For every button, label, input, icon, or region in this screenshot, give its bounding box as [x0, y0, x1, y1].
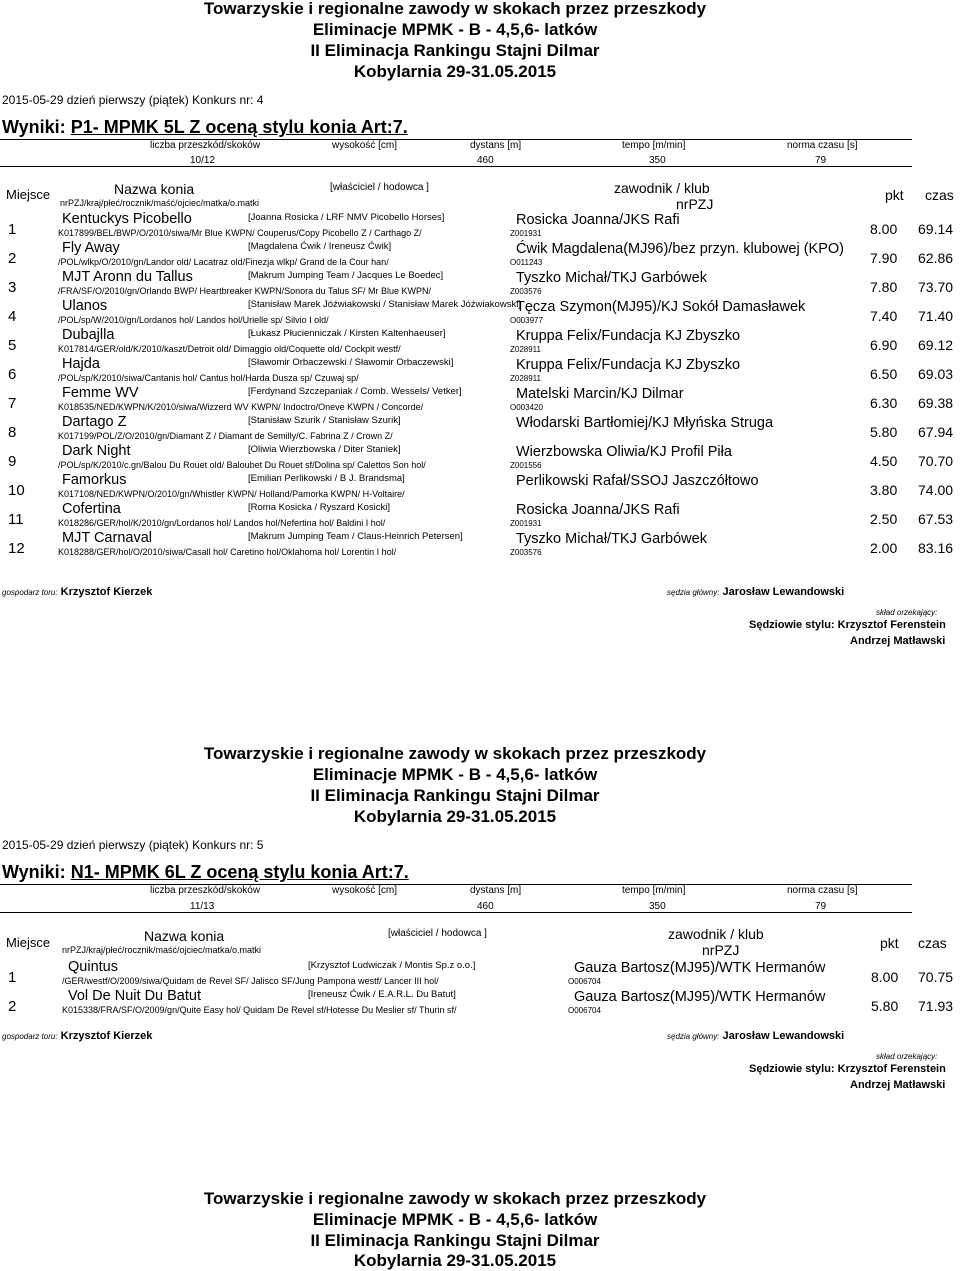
event-ranking: II Eliminacja Rankingu Stajni Dilmar	[310, 41, 600, 60]
owner-breeder: [Sławomir Orbaczewski / Sławomir Orbaczewski]	[248, 357, 454, 368]
event-title: Towarzyskie i regionalne zawody w skokach przez przeszkody	[203, 744, 707, 763]
score-time: 62.86	[918, 250, 954, 266]
jury-label: skład orzekający:	[876, 1052, 938, 1061]
horse-pedigree: /POL/sp/K/2010/siwa/Cantanis hol/ Cantus hol/Harda Dusza sp/ Czuwaj sp/	[58, 373, 359, 383]
owner-breeder: [Stanisław Szurik / Stanisław Szurik]	[248, 415, 401, 426]
place-number: 9	[8, 453, 17, 470]
score-time: 70.70	[918, 453, 954, 469]
col-nrpzj: nrPZJ	[676, 196, 714, 212]
horse-pedigree: K017108/NED/KWPN/O/2010/gn/Whistler KWPN/ Holland/Pamorka KWPN/ H-Voltaire/	[58, 489, 405, 499]
horse-pedigree: K018288/GER/hol/O/2010/siwa/Casall hol/ Caretino hol/Oklahoma hol/ Lorentin I hol/	[58, 547, 397, 557]
owner-breeder: [Makrum Jumping Team / Jacques Le Boedec]	[248, 270, 444, 281]
score-points: 3.80	[870, 482, 898, 498]
event-title: Towarzyskie i regionalne zawody w skokach przez przeszkody	[203, 0, 707, 18]
score-time: 73.70	[918, 279, 954, 295]
owner-breeder: [Magdalena Ćwik / Ireneusz Ćwik]	[248, 241, 392, 252]
event-ranking: II Eliminacja Rankingu Stajni Dilmar	[310, 1231, 600, 1250]
param-header-time: norma czasu [s]	[787, 885, 858, 896]
horse-pedigree: K018535/NED/KWPN/K/2010/siwa/Wizzerd WV KWPN/ Indoctro/Oneve KWPN / Concorde/	[58, 402, 424, 412]
score-time: 83.16	[918, 540, 954, 556]
col-pedigree: nrPZJ/kraj/płeć/rocznik/maść/ojciec/matka/o.matki	[62, 945, 262, 955]
param-tempo: 350	[649, 155, 666, 166]
rider-nrpzj: O011243	[510, 258, 543, 267]
style-judge-2: Andrzej Matławski	[850, 635, 946, 647]
horse-name: Vol De Nuit Du Batut	[68, 988, 201, 1004]
score-points: 8.00	[871, 969, 899, 985]
place-number: 1	[8, 969, 17, 986]
rider-club: Rosicka Joanna/JKS Rafi	[516, 212, 680, 228]
param-header-height: wysokość [cm]	[332, 885, 398, 896]
col-pkt: pkt	[880, 935, 899, 951]
place-number: 4	[8, 308, 17, 325]
rider-nrpzj: Z001931	[510, 519, 542, 528]
place-number: 11	[8, 511, 24, 528]
horse-name: Ulanos	[62, 298, 108, 314]
param-header-height: wysokość [cm]	[332, 140, 398, 151]
style-judges: Sędziowie stylu: Krzysztof Ferenstein	[749, 1063, 946, 1075]
competition-date: 2015-05-29 dzień pierwszy (piątek) Konkurs nr: 4	[2, 93, 264, 107]
rider-nrpzj: O003420	[510, 403, 543, 412]
score-time: 71.40	[918, 308, 954, 324]
rider-club: Gauza Bartosz(MJ95)/WTK Hermanów	[574, 989, 826, 1005]
col-place: Miejsce	[6, 935, 51, 950]
score-time: 69.38	[918, 395, 954, 411]
horse-name: Dartago Z	[62, 414, 127, 430]
param-header-obstacles: liczba przeszkód/skoków	[150, 885, 261, 896]
param-obstacles: 10/12	[190, 155, 216, 166]
rider-club: Włodarski Bartłomiej/KJ Młyńska Struga	[516, 415, 774, 431]
owner-breeder: [Makrum Jumping Team / Claus-Heinrich Petersen]	[248, 531, 463, 542]
horse-pedigree: K017899/BEL/BWP/O/2010/siwa/Mr Blue KWPN/ Couperus/Copy Picobello Z / Carthago Z/	[58, 228, 422, 238]
rider-club: Gauza Bartosz(MJ95)/WTK Hermanów	[574, 960, 826, 976]
horse-pedigree: K018286/GER/hol/K/2010/gn/Lordanos hol/ Landos hol/Nefertina hol/ Baldini I hol/	[58, 518, 386, 528]
horse-name: Femme WV	[62, 385, 139, 401]
param-header-obstacles: liczba przeszkód/skoków	[150, 140, 261, 151]
score-time: 67.53	[918, 511, 954, 527]
rider-club: Kruppa Felix/Fundacja KJ Zbyszko	[516, 328, 741, 344]
col-rider: zawodnik / klub	[668, 926, 764, 942]
param-header-time: norma czasu [s]	[787, 140, 858, 151]
owner-breeder: [Ireneusz Ćwik / E.A.R.L. Du Batut]	[308, 989, 456, 1000]
param-obstacles: 11/13	[190, 901, 215, 912]
score-points: 5.80	[870, 424, 898, 440]
rider-nrpzj: Z028911	[510, 374, 541, 383]
param-header-tempo: tempo [m/min]	[622, 885, 686, 896]
place-number: 8	[8, 424, 17, 441]
owner-breeder: [Łukasz Płucienniczak / Kirsten Kaltenhaeuser]	[248, 328, 446, 339]
horse-pedigree: /POL/wlkp/O/2010/gn/Landor old/ Lacatraz old/Finezja wlkp/ Grand de la Cour han/	[58, 257, 389, 267]
col-owner: [właściciel / hodowca ]	[330, 182, 429, 193]
owner-breeder: [Ferdynand Szczepaniak / Comb. Wessels/ Vetker]	[248, 386, 462, 397]
competition-date: 2015-05-29 dzień pierwszy (piątek) Konkurs nr: 5	[2, 838, 264, 852]
score-points: 7.90	[870, 250, 898, 266]
col-horse: Nazwa konia	[114, 181, 195, 197]
rider-club: Matelski Marcin/KJ Dilmar	[516, 386, 684, 402]
rider-club: Tyszko Michał/TKJ Garbówek	[516, 270, 707, 286]
col-horse: Nazwa konia	[144, 928, 225, 944]
score-points: 7.40	[870, 308, 898, 324]
score-points: 7.80	[870, 279, 898, 295]
score-time: 74.00	[918, 482, 954, 498]
score-time: 67.94	[918, 424, 954, 440]
param-distance: 460	[477, 155, 494, 166]
place-number: 10	[8, 482, 25, 499]
score-points: 6.90	[870, 337, 898, 353]
horse-pedigree: K017814/GER/old/K/2010/kaszt/Detroit old/ Dimaggio old/Coquette old/ Cockpit westf/	[58, 344, 401, 354]
rider-club: Tęcza Szymon(MJ95)/KJ Sokół Damasławek	[516, 299, 806, 315]
owner-breeder: [Roma Kosicka / Ryszard Kosicki]	[248, 502, 391, 513]
param-header-tempo: tempo [m/min]	[622, 140, 686, 151]
event-ranking: II Eliminacja Rankingu Stajni Dilmar	[310, 786, 600, 805]
owner-breeder: [Joanna Rosicka / LRF NMV Picobello Horses]	[248, 212, 445, 223]
score-points: 2.00	[870, 540, 898, 556]
param-time: 79	[815, 155, 827, 166]
col-rider: zawodnik / klub	[614, 180, 710, 196]
horse-pedigree: K015338/FRA/SF/O/2009/gn/Quite Easy hol/ Quidam De Revel sf/Hotesse Du Meslier sf/ Thurin sf/	[62, 1005, 457, 1015]
rider-nrpzj: Z003576	[510, 287, 542, 296]
score-points: 6.50	[870, 366, 898, 382]
event-location-date: Kobylarnia 29-31.05.2015	[353, 1251, 557, 1270]
place-number: 3	[8, 279, 17, 296]
rider-nrpzj: Z028911	[510, 345, 541, 354]
owner-breeder: [Krzysztof Ludwiczak / Montis Sp.z o.o.]	[308, 960, 476, 971]
score-time: 69.14	[918, 221, 954, 237]
score-points: 6.30	[870, 395, 898, 411]
event-subtitle: Eliminacje MPMK - B - 4,5,6- latków	[312, 20, 598, 39]
owner-breeder: [Emilian Perlikowski / B J. Brandsma]	[248, 473, 405, 484]
col-pkt: pkt	[885, 187, 904, 203]
horse-name: Dark Night	[62, 443, 131, 459]
place-number: 2	[8, 250, 17, 267]
horse-name: Cofertina	[62, 501, 121, 517]
col-nrpzj: nrPZJ	[702, 942, 740, 958]
col-czas: czas	[918, 935, 947, 951]
score-points: 8.00	[870, 221, 898, 237]
style-judge-2: Andrzej Matławski	[850, 1079, 946, 1091]
horse-pedigree: /FRA/SF/O/2010/gn/Orlando BWP/ Heartbreaker KWPN/Sonora du Talus SF/ Mr Blue KWPN/	[58, 286, 431, 296]
rider-club: Ćwik Magdalena(MJ96)/bez przyn. klubowej (KPO)	[516, 241, 844, 257]
horse-name: Famorkus	[62, 472, 127, 488]
horse-name: MJT Aronn du Tallus	[62, 269, 193, 285]
horse-pedigree: /GER/westf/O/2009/siwa/Quidam de Revel SF/ Jalisco SF/Jung Pampona westf/ Lancer III hol/	[62, 976, 439, 986]
course-designer: gospodarz toru: Krzysztof Kierzek	[2, 586, 153, 598]
place-number: 5	[8, 337, 17, 354]
chief-judge: sędzia główny: Jarosław Lewandowski	[667, 1030, 845, 1042]
score-points: 2.50	[870, 511, 898, 527]
rider-nrpzj: O006704	[568, 977, 601, 986]
horse-pedigree: K017199/POL/Z/O/2010/gn/Diamant Z / Diamant de Semilly/C. Fabrina Z / Crown Z/	[58, 431, 393, 441]
place-number: 6	[8, 366, 17, 383]
horse-name: Kentuckys Picobello	[62, 211, 192, 227]
score-time: 69.12	[918, 337, 954, 353]
score-points: 4.50	[870, 453, 898, 469]
event-location-date: Kobylarnia 29-31.05.2015	[353, 807, 557, 826]
place-number: 7	[8, 395, 17, 412]
competition-title: Wyniki: P1- MPMK 5L Z oceną stylu konia Art:7.	[2, 117, 408, 137]
param-time: 79	[815, 901, 827, 912]
score-time: 71.93	[918, 998, 954, 1014]
chief-judge: sędzia główny: Jarosław Lewandowski	[667, 586, 845, 598]
place-number: 2	[8, 998, 17, 1015]
col-czas: czas	[925, 187, 954, 203]
rider-club: Kruppa Felix/Fundacja KJ Zbyszko	[516, 357, 741, 373]
col-owner: [właściciel / hodowca ]	[388, 928, 487, 939]
horse-pedigree: /POL/sp/K/2010/c.gn/Balou Du Rouet old/ Baloubet Du Rouet sf/Dolina sp/ Calettos Son hol/	[58, 460, 426, 470]
rider-nrpzj: O003977	[510, 316, 543, 325]
horse-name: Fly Away	[62, 240, 120, 256]
horse-name: Hajda	[62, 356, 100, 372]
horse-name: MJT Carnaval	[62, 530, 152, 546]
event-title: Towarzyskie i regionalne zawody w skokach przez przeszkody	[203, 1189, 707, 1208]
param-distance: 460	[477, 901, 494, 912]
event-location-date: Kobylarnia 29-31.05.2015	[353, 62, 557, 81]
course-designer: gospodarz toru: Krzysztof Kierzek	[2, 1030, 153, 1042]
jury-label: skład orzekający:	[876, 608, 938, 617]
horse-pedigree: /POL/sp/W/2010/gn/Lordanos hol/ Landos hol/Urielle sp/ Silvio I old/	[58, 315, 329, 325]
rider-nrpzj: Z001931	[510, 229, 542, 238]
score-time: 70.75	[918, 969, 954, 985]
col-pedigree: nrPZJ/kraj/płeć/rocznik/maść/ojciec/matka/o.matki	[60, 198, 260, 208]
rider-club: Perlikowski Rafał/SSOJ Jaszczółtowo	[516, 473, 759, 489]
rider-club: Wierzbowska Oliwia/KJ Profil Piła	[516, 444, 732, 460]
param-header-distance: dystans [m]	[470, 140, 522, 151]
place-number: 1	[8, 221, 17, 238]
horse-name: Quintus	[68, 959, 118, 975]
style-judges: Sędziowie stylu: Krzysztof Ferenstein	[749, 619, 946, 631]
param-header-distance: dystans [m]	[470, 885, 522, 896]
score-points: 5.80	[871, 998, 899, 1014]
col-place: Miejsce	[6, 187, 51, 202]
rider-club: Rosicka Joanna/JKS Rafi	[516, 502, 680, 518]
rider-nrpzj: Z003576	[510, 548, 542, 557]
competition-title: Wyniki: N1- MPMK 6L Z oceną stylu konia Art:7.	[2, 862, 409, 882]
param-tempo: 350	[649, 901, 666, 912]
rider-club: Tyszko Michał/TKJ Garbówek	[516, 531, 707, 547]
score-time: 69.03	[918, 366, 954, 382]
owner-breeder: [Stanisław Marek Jóźwiakowski / Stanisław Marek Jóźwiakowski]	[248, 299, 521, 310]
horse-name: Dubajlla	[62, 327, 115, 343]
rider-nrpzj: O006704	[568, 1006, 601, 1015]
rider-nrpzj: Z001556	[510, 461, 542, 470]
event-subtitle: Eliminacje MPMK - B - 4,5,6- latków	[312, 1210, 598, 1229]
owner-breeder: [Oliwia Wierzbowska / Diter Staniek]	[248, 444, 401, 455]
place-number: 12	[8, 540, 25, 557]
event-subtitle: Eliminacje MPMK - B - 4,5,6- latków	[312, 765, 598, 784]
